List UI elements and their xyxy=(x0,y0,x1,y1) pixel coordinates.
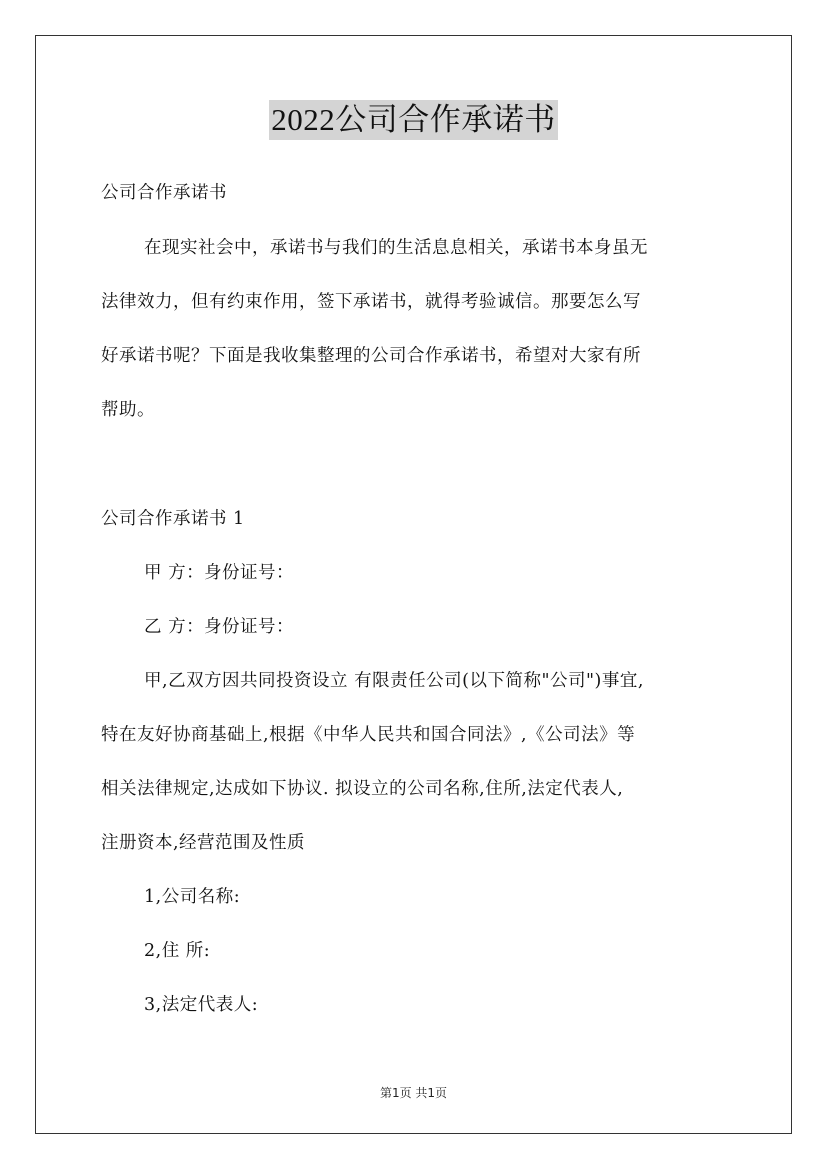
body-line-3: 相关法律规定,达成如下协议. 拟设立的公司名称,住所,法定代表人, xyxy=(101,779,624,799)
body-line-2: 特在友好协商基础上,根据《中华人民共和国合同法》,《公司法》等 xyxy=(101,725,636,745)
body-line-1: 甲,乙双方因共同投资设立 有限责任公司(以下简称"公司")事宜, xyxy=(144,671,644,691)
section1-heading: 公司合作承诺书 1 xyxy=(101,509,245,529)
body-line-4: 注册资本,经营范围及性质 xyxy=(101,833,306,853)
page-number-footer: 第1页 共1页 xyxy=(379,1086,448,1100)
intro-line-2: 法律效力，但有约束作用，签下承诺书，就得考验诚信。那要怎么写 xyxy=(101,292,641,312)
list-item-company-name: 1,公司名称: xyxy=(144,887,241,907)
list-item-address: 2,住 所: xyxy=(144,941,211,961)
section-heading: 公司合作承诺书 xyxy=(101,183,227,203)
party-a-line: 甲 方：身份证号： xyxy=(144,563,295,583)
title-container xyxy=(0,100,827,140)
intro-line-3: 好承诺书呢？下面是我收集整理的公司合作承诺书，希望对大家有所 xyxy=(101,346,641,366)
intro-line-1: 在现实社会中，承诺书与我们的生活息息相关，承诺书本身虽无 xyxy=(144,238,648,258)
party-b-line: 乙 方：身份证号： xyxy=(144,617,295,637)
list-item-legal-rep: 3,法定代表人: xyxy=(144,995,259,1015)
intro-line-4: 帮助。 xyxy=(101,400,155,420)
document-title: 2022公司合作承诺书 xyxy=(269,100,558,140)
